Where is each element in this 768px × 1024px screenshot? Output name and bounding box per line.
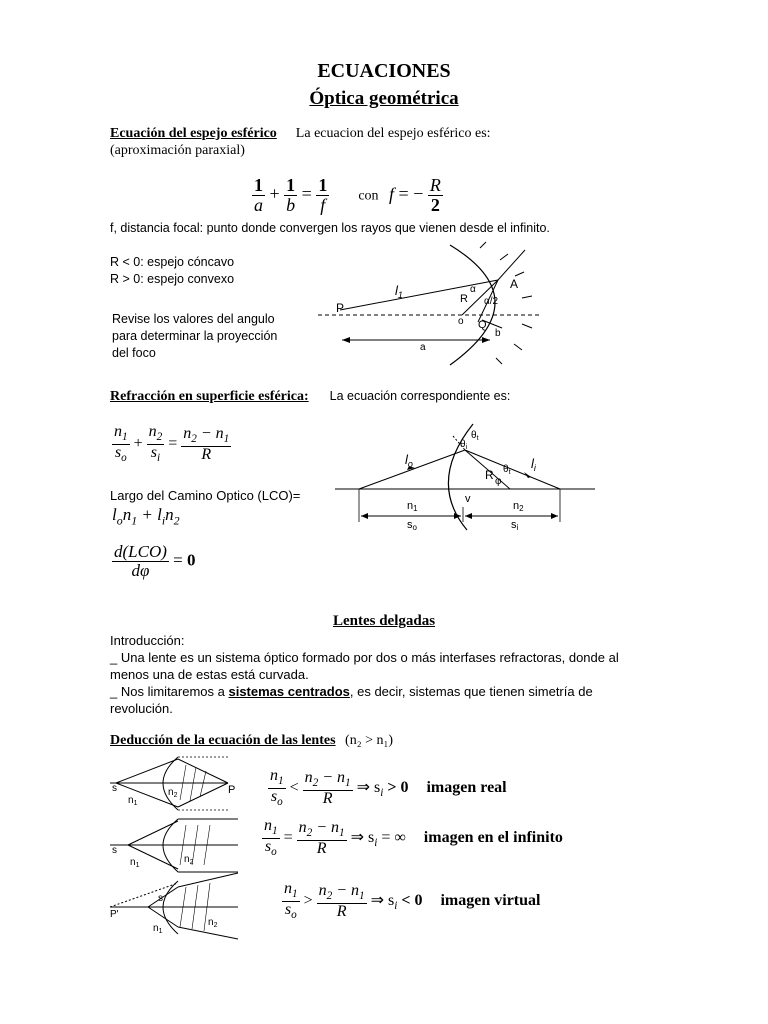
refraction-intro-line	[110, 389, 510, 405]
svg-text:θt: $\theta_t$	[503, 464, 511, 476]
focal-definition: f, distancia focal: punto donde convergen los rayos que vienen desde el infinito.	[110, 221, 550, 235]
mirror-diagram	[300, 240, 560, 370]
label-Q: Q	[478, 319, 487, 331]
lens-equation-real: $\frac{n_1}{s_o}$ < $\frac{n_2 - n_1}{R}$ ⇒ $s_i > 0$ imagen real	[270, 767, 507, 809]
svg-text:s: s	[112, 783, 117, 794]
label-alpha2: α/2	[484, 296, 499, 307]
label-R: R	[460, 293, 468, 305]
svg-text:si: si	[511, 519, 519, 532]
deduction-heading: Deducción de la ecuación de las lentes	[110, 733, 336, 748]
label-l1: $l_1$	[395, 283, 403, 300]
page-subtitle: Óptica geométrica	[309, 88, 459, 109]
angle-note: Revise los valores del angulo para determinar la proyección del foco	[112, 312, 278, 360]
lco-label: Largo del Camino Optico (LCO)=	[110, 488, 301, 503]
svg-text:φ: φ	[495, 476, 502, 487]
svg-text:P': P'	[110, 909, 119, 920]
label-P: P	[336, 301, 345, 315]
svg-text:s: s	[112, 845, 117, 856]
lenses-p1b: menos una de estas está curvada.	[110, 667, 309, 682]
page-title: ECUACIONES	[317, 60, 451, 82]
label-alpha: α	[470, 284, 476, 295]
svg-text:θt: $\theta_t$	[471, 430, 479, 442]
refraction-intro: La ecuación correspondiente es:	[329, 389, 511, 403]
refraction-heading: Refracción en superficie esférica:	[110, 389, 309, 404]
lenses-p1: _ Una lente es un sistema óptico formado por dos o más interfases refractoras, donde al	[110, 650, 619, 665]
lco-derivative: $\frac{\text{d(LCO)}}{d\varphi}$ = 0	[114, 542, 196, 580]
svg-text:R: R	[485, 468, 494, 482]
svg-text:s: s	[158, 893, 163, 904]
label-A: A	[510, 277, 519, 291]
svg-text:n2: n2	[513, 500, 524, 513]
svg-text:θi: $\theta_i$	[460, 439, 468, 451]
svg-text:n1: $n_1$	[128, 795, 138, 807]
mirror-intro2: (aproximación paraxial)	[110, 143, 245, 158]
concave-rule: R < 0: espejo cóncavo	[110, 255, 235, 269]
refraction-diagram	[335, 422, 600, 532]
svg-text:n2: $n_2$	[208, 917, 218, 929]
lens-case-infinity	[110, 819, 238, 872]
mirror-equation: $\frac{1}{a}$ + $\frac{1}{b}$ = $\frac{1}{f}$ con f = − $\frac{R}{2}$	[254, 175, 441, 215]
svg-text:n2: $n_2$	[184, 854, 194, 866]
lens-case-real	[110, 757, 235, 810]
deduction-condition: (n₂ > n₁)	[345, 733, 394, 748]
lenses-heading: Lentes delgadas	[332, 613, 436, 629]
lens-equation-infinity: $\frac{n_1}{s_o}$ = $\frac{n_2 - n_1}{R}$ ⇒ $s_i$ = ∞ imagen en el infinito	[264, 817, 563, 859]
con-label: con	[358, 188, 379, 204]
svg-text:n1: $n_1$	[153, 923, 163, 935]
svg-text:n1: $n_1$	[130, 857, 140, 869]
convex-rule: R > 0: espejo convexo	[110, 272, 235, 286]
svg-text:so: so	[407, 519, 417, 532]
deduction-line	[110, 733, 393, 749]
lenses-intro: Introducción:	[110, 633, 185, 648]
label-o: o	[458, 316, 464, 327]
mirror-heading: Ecuación del espejo esférico	[110, 126, 277, 141]
svg-text:n2: $n_2$	[168, 787, 178, 799]
refraction-equation: $\frac{n_1}{s_o}$ + $\frac{n_2}{s_i}$ = $\frac{n_2 - n_1}{R}$	[114, 423, 230, 465]
svg-text:n1: n1	[407, 500, 418, 513]
lens-case-virtual	[110, 873, 238, 939]
label-imagen-virtual: imagen virtual	[440, 892, 541, 910]
svg-text:li: $l_i$	[531, 456, 536, 473]
mirror-intro: La ecuacion del espejo esférico es:	[295, 126, 491, 141]
lens-equation-virtual: $\frac{n_1}{s_o}$ > $\frac{n_2 - n_1}{R}$ ⇒ $s_i < 0$ imagen virtual	[284, 880, 541, 922]
lens-diagrams	[108, 755, 258, 945]
label-imagen-real: imagen real	[426, 779, 507, 797]
lenses-p2d: revolución.	[110, 701, 173, 716]
centered-systems: sistemas centrados	[228, 684, 350, 699]
label-a: a	[420, 342, 426, 353]
svg-text:v: v	[465, 493, 471, 505]
lenses-intro-block: Introducción: _ Una lente es un sistema óptico formado por dos o más interfases refractoras, donde al menos una de estas está curvada. _ Nos limitaremos a sistemas centrados, es decir, sistemas que tienen simetría de revolución.	[110, 633, 619, 716]
svg-text:P: P	[228, 784, 236, 796]
svg-text:lo: $l_o$	[405, 452, 413, 469]
label-b: b	[495, 328, 501, 339]
label-imagen-infinito: imagen en el infinito	[423, 829, 563, 847]
mirror-intro-line	[110, 126, 491, 142]
lco-equation: $l_on_1 + l_in_2$	[112, 505, 180, 528]
